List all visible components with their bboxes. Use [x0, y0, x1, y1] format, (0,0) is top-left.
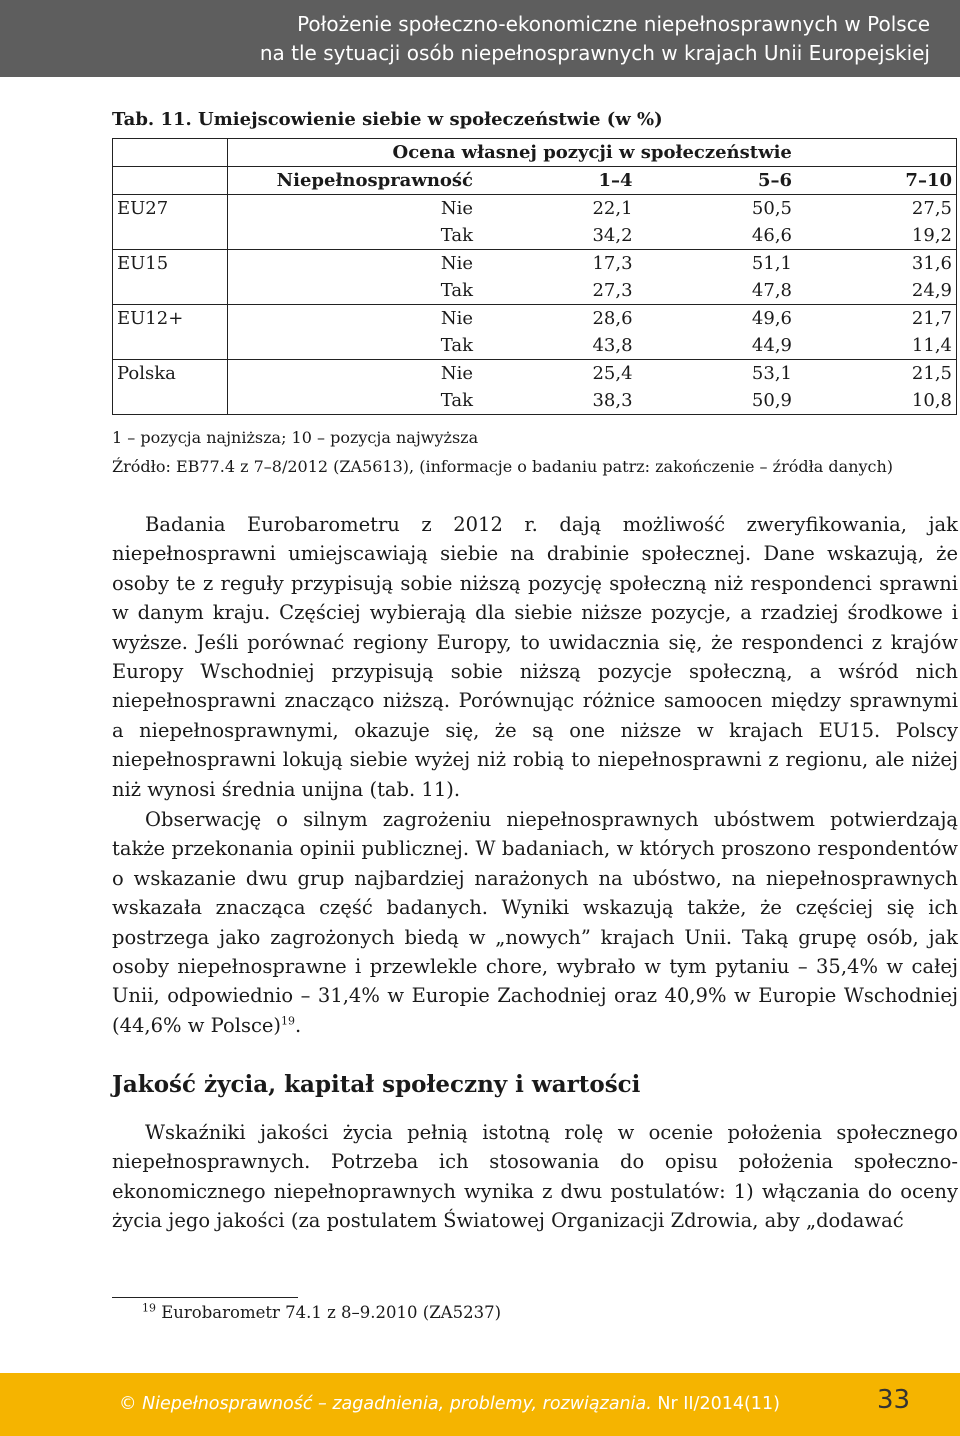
table-row — [113, 250, 957, 278]
disability-cell: Tak — [228, 277, 477, 305]
value-cell: 34,2 — [592, 224, 633, 246]
disability-cell: Nie — [228, 195, 477, 223]
value-cell: 11,4 — [796, 332, 957, 360]
value-cell: 47,8 — [751, 279, 792, 301]
value-cell: 10,8 — [796, 387, 957, 415]
footnote — [142, 1303, 501, 1322]
page-number: 33 — [877, 1385, 911, 1415]
value-cell: 50,5 — [637, 195, 796, 223]
column-header-disability: Niepełnosprawność — [228, 167, 477, 195]
table-group-header-row — [113, 139, 957, 167]
region-cell: EU12+ — [113, 305, 228, 333]
running-header-line-2: na tle sytuacji osób niepełnosprawnych w krajach Unii Europejskiej — [259, 41, 930, 65]
region-cell: EU15 — [113, 250, 228, 278]
running-header — [0, 0, 960, 77]
value-cell: 49,6 — [637, 305, 796, 333]
column-header-1-4: 1–4 — [477, 167, 636, 195]
table-group-header: Ocena własnej pozycji w społeczeństwie — [228, 139, 957, 167]
value-cell: 27,3 — [592, 279, 633, 301]
value-cell: 27,5 — [796, 195, 957, 223]
table-title: Tab. 11. Umiejscowienie siebie w społeczeństwie (w %) — [112, 109, 663, 130]
body-paragraph-1: Badania Eurobarometru z 2012 r. dają możliwość zweryfikowania, jak niepełnosprawni umiejscawiają siebie na drabinie społecznej. Dane wskazują, że osoby te z reguły przypisują sobie niższą pozycję społeczną niż respondenci sprawni w danym kraju. Częściej wybierają dla siebie niższe pozycje, a rzadziej środkowe i wyższe. Jeśli porównać regiony Europy, to uwidacznia się, że respondenci z krajów Europy Wschodniej przypisują sobie niższą pozycje społeczną, a wśród nich niepełnosprawni znacząco niższą. Porównując różnice samoocen między sprawnymi a niepełnosprawnymi, okazuje się, że są one niższe w krajach EU15. Polscy niepełnosprawni lokują siebie wyżej niż robią to niepełnosprawni z regionu, ale niżej niż wynosi średnia unijna (tab. 11). — [112, 513, 958, 801]
page-footer — [0, 1373, 960, 1436]
disability-cell: Tak — [228, 332, 477, 360]
body-paragraph-2-text: Obserwację o silnym zagrożeniu niepełnosprawnych ubóstwem potwierdzają także przekonania opinii publicznej. W badaniach, w których proszono respondentów o wskazanie dwu grup najbardziej narażonych na ubóstwo, na niepełnosprawnych wskazała znacząca część badanych. Wyniki wskazują także, że częściej się ich postrzega jako zagrożonych biedą w „nowych” krajach Unii. Taką grupę osób, jak osoby niepełnosprawne i przewlekle chore, wybrało w tym pytaniu – 35,4% w całej Unii, odpowiednio – 31,4% w Europie Zachodniej oraz 40,9% w Europie Wschodniej (44,6% w Polsce) — [112, 808, 958, 1037]
value-cell: 22,1 — [477, 195, 636, 223]
table-corner-cell — [113, 167, 228, 195]
value-cell: 43,8 — [592, 334, 633, 356]
region-cell: EU27 — [113, 195, 228, 223]
value-cell: 21,5 — [796, 360, 957, 388]
copyright-icon: © — [119, 1394, 137, 1414]
footnote-divider — [112, 1297, 298, 1298]
table-row — [113, 277, 957, 305]
value-cell: 24,9 — [796, 277, 957, 305]
running-header-line-1: Położenie społeczno-ekonomiczne niepełnosprawnych w Polsce — [297, 12, 930, 36]
table-corner-cell — [113, 139, 228, 167]
value-cell: 50,9 — [637, 387, 796, 415]
table-row — [113, 332, 957, 360]
body-paragraph-1-block — [112, 510, 958, 804]
footnote-number: 19 — [142, 1301, 156, 1315]
region-cell — [113, 277, 228, 305]
table-note: 1 – pozycja najniższa; 10 – pozycja najwyższa — [112, 428, 479, 447]
region-cell — [113, 387, 228, 415]
table-column-header-row — [113, 167, 957, 195]
table-row — [113, 305, 957, 333]
body-paragraph-2-end: . — [295, 1013, 302, 1037]
table-row — [113, 222, 957, 250]
value-cell: 25,4 — [477, 360, 636, 388]
disability-cell: Nie — [228, 305, 477, 333]
table-row — [113, 360, 957, 388]
body-paragraph-3-block — [112, 1118, 958, 1236]
body-paragraph-2 — [112, 805, 958, 1040]
section-heading: Jakość życia, kapitał społeczny i wartości — [112, 1071, 641, 1098]
value-cell: 38,3 — [477, 387, 636, 415]
table-row — [113, 387, 957, 415]
body-paragraph-3: Wskaźniki jakości życia pełnią istotną rolę w ocenie położenia społecznego niepełnosprawnych. Potrzeba ich stosowania do opisu położenia społeczno-ekonomicznego niepełnoprawnych wynika z dwu postulatów: 1) włączania do oceny życia jego jakości (za postulatem Światowej Organizacji Zdrowia, aby „dodawać — [112, 1121, 958, 1233]
value-cell: 17,3 — [477, 250, 636, 278]
value-cell: 19,2 — [796, 222, 957, 250]
value-cell: 44,9 — [751, 334, 792, 356]
disability-cell: Tak — [228, 387, 477, 415]
footnote-reference[interactable]: 19 — [281, 1014, 296, 1028]
table-source: Źródło: EB77.4 z 7–8/2012 (ZA5613), (informacje o badaniu patrz: zakończenie – źródła danych) — [112, 457, 894, 476]
column-header-5-6: 5–6 — [637, 167, 796, 195]
value-cell: 46,6 — [751, 224, 792, 246]
value-cell: 53,1 — [637, 360, 796, 388]
body-paragraph-2-block — [112, 805, 958, 1040]
disability-cell: Tak — [228, 222, 477, 250]
value-cell: 51,1 — [637, 250, 796, 278]
column-header-7-10: 7–10 — [796, 167, 957, 195]
issue-number: Nr II/2014(11) — [657, 1394, 780, 1414]
footer-text — [119, 1394, 780, 1414]
region-cell: Polska — [113, 360, 228, 388]
footnote-text: Eurobarometr 74.1 z 8–9.2010 (ZA5237) — [161, 1303, 502, 1322]
disability-cell: Nie — [228, 250, 477, 278]
table-row — [113, 195, 957, 223]
self-position-table — [112, 138, 957, 415]
value-cell: 21,7 — [796, 305, 957, 333]
region-cell — [113, 222, 228, 250]
value-cell: 28,6 — [477, 305, 636, 333]
value-cell: 31,6 — [796, 250, 957, 278]
magazine-title: Niepełnosprawność – zagadnienia, problemy, rozwiązania. — [142, 1394, 652, 1414]
disability-cell: Nie — [228, 360, 477, 388]
region-cell — [113, 332, 228, 360]
